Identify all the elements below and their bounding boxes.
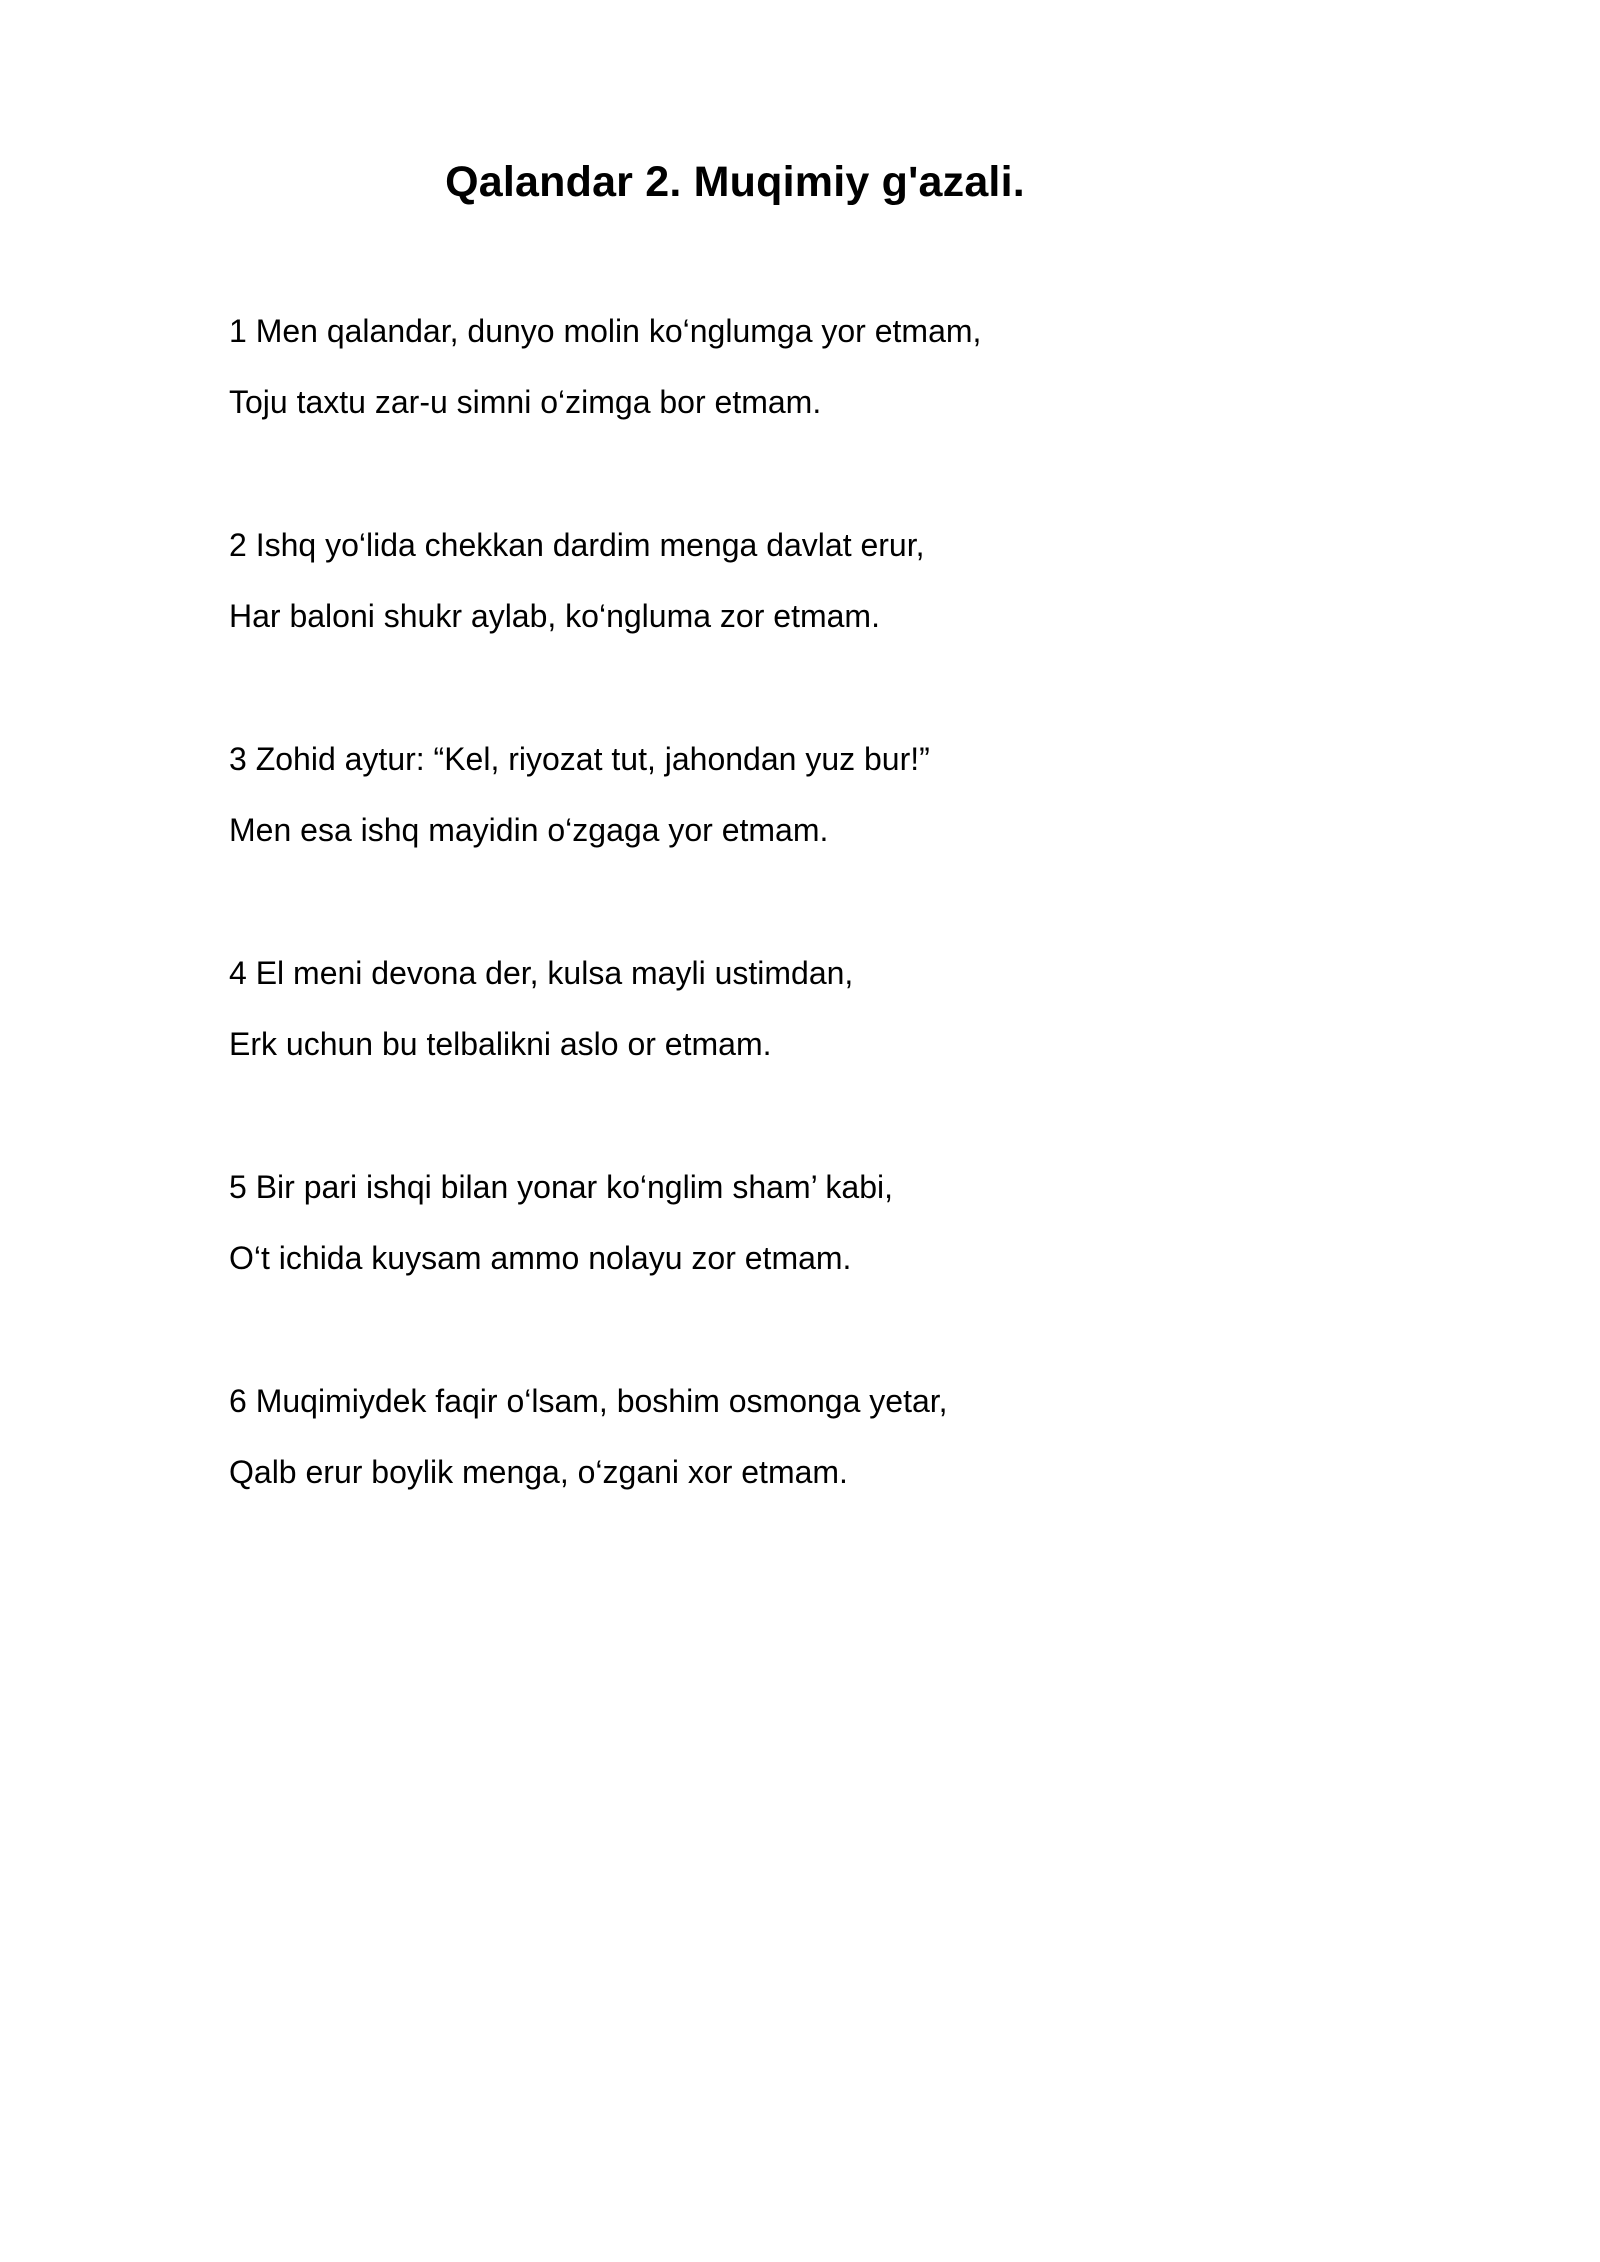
stanza-3 (229, 724, 1429, 938)
page-title: Qalandar 2. Muqimiy g'azali. (445, 158, 1025, 206)
poem-line: O‘t ichida kuysam ammo nolayu zor etmam. (229, 1240, 852, 1276)
poem-line: Har baloni shukr aylab, ko‘ngluma zor etmam. (229, 598, 880, 634)
poem-line: Erk uchun bu telbalikni aslo or etmam. (229, 1026, 772, 1062)
poem-line: 5 Bir pari ishqi bilan yonar ko‘nglim sham’ kabi, (229, 1169, 893, 1205)
poem-line: 4 El meni devona der, kulsa mayli ustimdan, (229, 955, 854, 991)
stanza-4 (229, 938, 1429, 1152)
poem-line: Toju taxtu zar-u simni o‘zimga bor etmam. (229, 384, 822, 420)
poem-line: Men esa ishq mayidin o‘zgaga yor etmam. (229, 812, 829, 848)
stanza-1 (229, 296, 1429, 510)
poem-line: 2 Ishq yo‘lida chekkan dardim menga davlat erur, (229, 527, 925, 563)
stanza-6 (229, 1366, 1429, 1580)
poem-line: 1 Men qalandar, dunyo molin ko‘nglumga yor etmam, (229, 313, 982, 349)
stanza-5 (229, 1152, 1429, 1366)
stanza-2 (229, 510, 1429, 724)
poem-body (229, 296, 1429, 1580)
poem-line: 3 Zohid aytur: “Kel, riyozat tut, jahondan yuz bur!” (229, 741, 930, 777)
poem-line: 6 Muqimiydek faqir o‘lsam, boshim osmonga yetar, (229, 1383, 948, 1419)
poem-line: Qalb erur boylik menga, o‘zgani xor etmam. (229, 1454, 848, 1490)
